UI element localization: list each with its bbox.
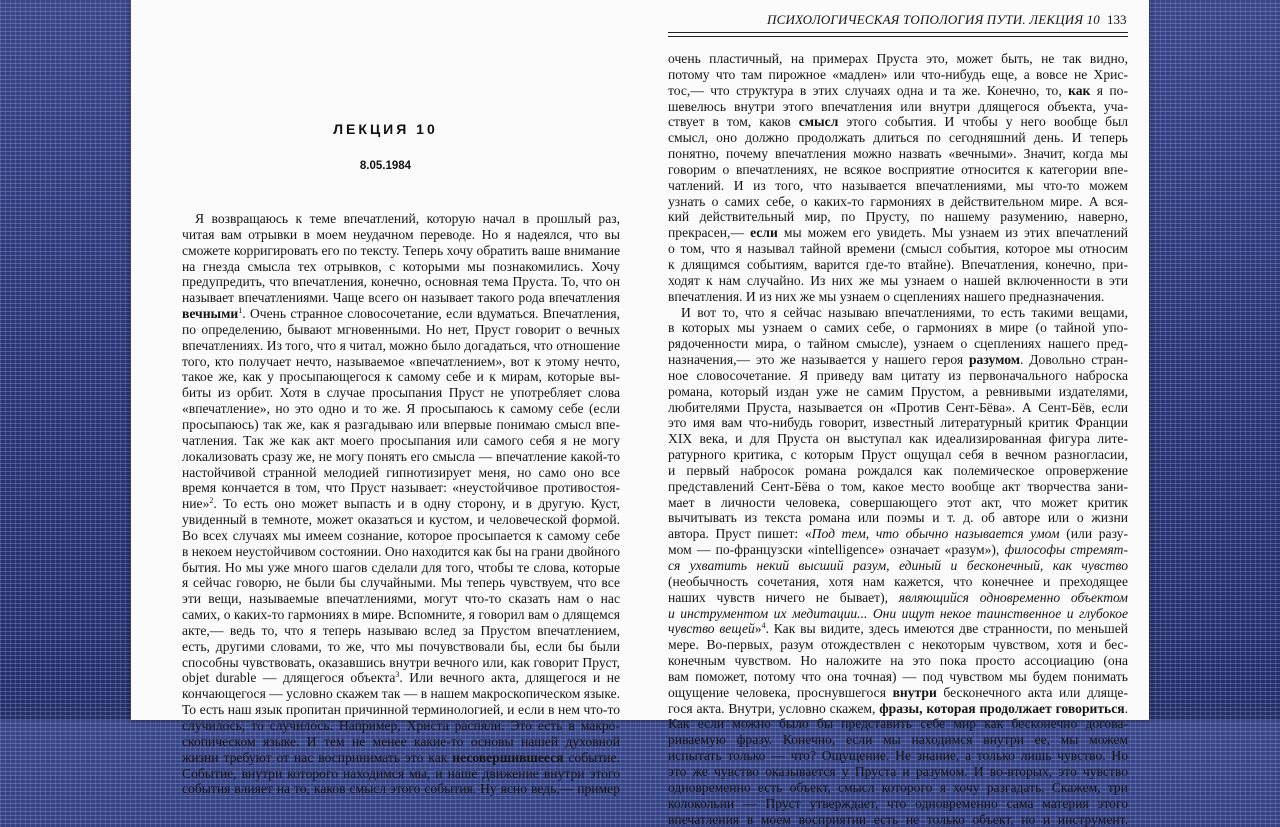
footnote-marker: 4 <box>762 621 766 630</box>
text-run: кончающегося — условно скажем так — в нашем макроскопическом языке. <box>182 686 620 701</box>
footnote-marker: 2 <box>209 496 213 505</box>
text-line <box>182 702 620 718</box>
text-run: такое же, как у просыпающегося к самому себе и к мирам, которые вы- <box>182 369 620 384</box>
text-run: впечатления. И из них же мы узнаем о сцеплениях нашего предназначения. <box>668 289 1104 304</box>
text-line <box>668 716 1128 732</box>
text-line <box>668 336 1128 352</box>
text-line <box>668 51 1128 67</box>
text-run: скопическом языке. И тем не менее какие-то основы нашей духовной <box>182 734 620 749</box>
text-line <box>182 354 620 370</box>
text-line <box>182 591 620 607</box>
running-head: ПСИХОЛОГИЧЕСКАЯ ТОПОЛОГИЯ ПУТИ. ЛЕКЦИЯ 10 <box>700 12 1100 28</box>
lecture-title: ЛЕКЦИЯ 10 <box>131 121 640 137</box>
text-run: представлений Сент-Бёва о том, какое место вообще акт творчества зани- <box>668 479 1128 494</box>
text-line <box>182 607 620 623</box>
text-run: впечатления в моем восприятии есть не только объект, но и инструмент. <box>668 812 1128 827</box>
text-run: к длящимся событиям, варится где-то втайне). Впечатления, конечно, при- <box>668 257 1128 272</box>
text-run: мом — по-французски «intelligence» означает «разум»), <box>668 542 1004 557</box>
text-run: наших чувств ничего не бывает), <box>668 590 899 605</box>
text-run: чатлений. И из того, что называется впечатлениями, мы что-то можем <box>668 178 1128 193</box>
text-run: читая вам отрывки в моем неудачном переводе. Но я надеялся, что вы <box>182 227 620 242</box>
text-line <box>668 146 1128 162</box>
text-line <box>182 512 620 528</box>
text-run: этого события. И чтобы у него вообще был <box>838 114 1128 129</box>
footnote-marker: 3 <box>395 670 399 679</box>
text-line <box>182 544 620 560</box>
text-line <box>182 259 620 275</box>
text-run: . Или вечного акта, длящегося и не <box>399 670 620 685</box>
text-run: . Очень странное словосочетание, если вдуматься. Впечатления, <box>242 306 620 321</box>
text-line <box>182 575 620 591</box>
text-line <box>668 320 1128 336</box>
text-line <box>182 338 620 354</box>
text-line <box>668 479 1128 495</box>
text-run: мы можем его увидеть. Мы узнаем из этих впечатлений <box>778 225 1128 240</box>
text-run: эти вещи, называемые впечатлениями, могут что-то сказать нам о нас <box>182 591 620 606</box>
text-line <box>182 670 620 686</box>
text-line <box>668 495 1128 511</box>
italic-quote: и инструментом их медитации... Они ищут некое таинственное и глубокое <box>668 606 1128 621</box>
text-line <box>182 322 620 338</box>
text-line <box>668 241 1128 257</box>
text-run: риваемую фразу. Конечно, если мы находимся внутри ее, мы можем <box>668 732 1128 747</box>
text-run: мере. Во-первых, разум отождествлен с некоторым чувством, хотя и бес- <box>668 637 1128 652</box>
text-line <box>668 431 1128 447</box>
text-line <box>668 542 1128 558</box>
text-run: события влияет на то, каков смысл этого события. Ну ясно ведь,— пример <box>182 781 620 796</box>
text-run: потому что там пирожное «мадлен» или что-нибудь еще, а вовсе не Хрис- <box>668 67 1128 82</box>
right-page <box>640 0 1149 720</box>
text-line <box>668 352 1128 368</box>
text-run: И вот то, что я сейчас называю впечатлениями, то есть такими вещами, <box>681 305 1128 320</box>
text-run: колокольни — Пруст утверждает, что одновременно сама материя этого <box>668 796 1128 811</box>
text-run: ощущение человека, проснувшегося <box>668 685 893 700</box>
text-run: бесконечного акта или длящe- <box>937 685 1128 700</box>
text-run: на гнезда смысла тех отрывков, с которыми мы познакомились. Хочу <box>182 259 620 274</box>
text-run: это имя вам что-нибудь говорит, известный литературный критик Франции <box>668 415 1128 430</box>
text-run: локализовать сразу же, не могу понять его смысла — впечатление какой-то <box>182 449 620 464</box>
text-line <box>182 369 620 385</box>
text-run: (или разу- <box>1060 526 1128 541</box>
text-line <box>668 162 1128 178</box>
text-line <box>182 560 620 576</box>
text-run: это же чувство оказывается у Пруста и разумом. И во-вторых, это чувство <box>668 764 1128 779</box>
text-run: того, кто получает нечто, называемое «впечатлением», вот к этому нечто, <box>182 354 620 369</box>
text-line <box>668 574 1128 590</box>
text-run: ходят к нам случайно. Из них же мы узнаем о нашей включенности в эти <box>668 273 1128 288</box>
text-line <box>182 639 620 655</box>
text-run: я сейчас говорю, не были бы случайными. Мы теперь чувствуем, что все <box>182 575 620 590</box>
text-run: ное словосочетание. Я приведу вам цитату из первоначального наброска <box>668 368 1128 383</box>
bold-emphasis: смысл <box>799 114 839 129</box>
text-line <box>182 401 620 417</box>
book-spread <box>131 0 1149 720</box>
text-line <box>668 130 1128 146</box>
text-line <box>182 433 620 449</box>
text-run: биты из орбит. Хотя в случае просыпания Пруст не употребляет слова <box>182 385 620 400</box>
text-line <box>668 764 1128 780</box>
text-line <box>668 780 1128 796</box>
text-run: способны чувствовать, оказавшись внутри вечного или, как говорит Пруст, <box>182 655 620 670</box>
text-run: любителями Пруста, называется он «Против Сент-Бёва». А Сент-Бёв, если <box>668 400 1128 415</box>
text-run: предупредить, что впечатления, конечно, основная тема Пруста. То, что он <box>182 274 620 289</box>
text-line <box>668 289 1128 305</box>
text-line <box>668 748 1128 764</box>
text-line <box>668 178 1128 194</box>
bold-emphasis: как <box>1068 83 1090 98</box>
text-line <box>182 243 620 259</box>
text-run: очень пластичный, на примерах Пруста это, может быть, не так видно, <box>668 51 1128 66</box>
text-run: впечатлениях. Из того, что я читал, можно было догадаться, что отношение <box>182 338 620 353</box>
text-run: мает в личности человека, совершающего этот акт, что может критик <box>668 495 1128 510</box>
text-run: говорим о впечатлениях, не всякое восприятие относится к категории впе- <box>668 162 1128 177</box>
text-line <box>182 750 620 766</box>
text-run: автора. Пруст пишет: « <box>668 526 812 541</box>
text-line <box>668 415 1128 431</box>
text-line <box>668 637 1128 653</box>
text-run: назначения,— это же называется у нашего героя <box>668 352 969 367</box>
text-run: (необычность сочетания, хотя нам кажется, что конечнее и преходящее <box>668 574 1128 589</box>
italic-quote: являющийся одновременно объектом <box>899 590 1128 605</box>
text-line <box>182 496 620 512</box>
text-run: узнать о самих себе, о каких-то гармониях в действительном мире. А вся- <box>668 194 1128 209</box>
text-run: по определению, бывают мгновенными. Но нет, Пруст говорит о вечных <box>182 322 620 337</box>
text-line <box>182 734 620 750</box>
text-line <box>668 273 1128 289</box>
text-line <box>182 480 620 496</box>
text-run: . Довольно стран- <box>1020 352 1128 367</box>
text-line <box>668 463 1128 479</box>
text-line <box>668 114 1128 130</box>
text-line <box>182 290 620 306</box>
text-line <box>668 400 1128 416</box>
text-line <box>668 621 1128 637</box>
bold-emphasis: вечными <box>182 306 238 321</box>
text-line <box>668 732 1128 748</box>
text-run: » <box>755 621 762 636</box>
text-run: Во всех случаях мы имеем сознание, которое просыпается к самому себе <box>182 528 620 543</box>
text-line <box>668 447 1128 463</box>
text-run: понятно, почему впечатления можно назвать «вечными». Значит, когда мы <box>668 146 1128 161</box>
left-page <box>131 0 640 720</box>
text-line <box>182 306 620 322</box>
text-line <box>182 211 620 227</box>
text-run: . Как вы видите, здесь имеются две странности, по меньшей <box>766 621 1128 636</box>
text-line <box>668 83 1128 99</box>
text-line <box>668 510 1128 526</box>
text-run: событие. <box>564 750 620 765</box>
bold-emphasis: внутри <box>893 685 937 700</box>
text-run: одновременно есть объект, смысл которого я хочу разгадать. Скажем, три <box>668 780 1128 795</box>
text-line <box>668 257 1128 273</box>
text-line <box>182 417 620 433</box>
text-run: есть, другими словами, то же, что мы почувствовали бы, если бы были <box>182 639 620 654</box>
text-line <box>668 225 1128 241</box>
text-run: увиденный в темноте, может оказаться и кустом, и человеческой формой. <box>182 512 620 527</box>
text-run: конечным чувством. Но наложите на это пока просто ассоциацию (она <box>668 653 1128 668</box>
italic-quote: ся ухватить некий высший разум, единый и бесконечный, как чувство <box>668 558 1128 573</box>
text-line <box>668 305 1128 321</box>
bold-emphasis: несовершившееся <box>452 750 563 765</box>
left-page-body-text <box>182 211 620 797</box>
text-line <box>182 274 620 290</box>
text-run: Как если можно было бы представить себе мир как бесконечно догова- <box>668 716 1128 731</box>
text-run: самих, о каких-то гармониях в мире. Вспомните, я говорил вам о длящемся <box>182 607 620 622</box>
text-run: сможете корригировать его по тексту. Теперь хочу обратить ваше внимание <box>182 243 620 258</box>
text-run: в некоем неустойчивом состоянии. Оно находится как бы на грани двойного <box>182 544 620 559</box>
text-line <box>182 686 620 702</box>
text-run: просыпаюсь) так же, как я разгадываю или впервые понимаю смысл впе- <box>182 417 620 432</box>
text-line <box>182 385 620 401</box>
text-run: кий действительный мир, по Прусту, по нашему разумению, наверно, <box>668 209 1128 224</box>
bold-emphasis: разумом <box>969 352 1020 367</box>
text-run: objet durable — длящегося объекта <box>182 670 395 685</box>
text-run: время кончается в том, что Пруст называет: «неустойчивое противостоя- <box>182 480 620 495</box>
text-run: ствует в том, каков <box>668 114 799 129</box>
text-run: о том, что я называл тайной времени (смысл события, которое мы относим <box>668 241 1128 256</box>
text-line <box>668 194 1128 210</box>
text-run: случилось, то случилось. Например, Христа распяли. Это есть в макро- <box>182 718 620 733</box>
text-run: называет впечатлениями. Чаще всего он называет такого рода впечатления <box>182 290 620 305</box>
text-line <box>668 796 1128 812</box>
text-line <box>668 590 1128 606</box>
text-line <box>668 67 1128 83</box>
bold-emphasis: если <box>750 225 778 240</box>
text-run: чатления. Так же как акт моего просыпания или самого себя я не могу <box>182 433 620 448</box>
text-run: вам поможет, потому что она точная) — под чувством мы будем понимать <box>668 669 1128 684</box>
text-line <box>182 449 620 465</box>
text-line <box>182 781 620 797</box>
text-line <box>668 606 1128 622</box>
text-line <box>182 528 620 544</box>
text-line <box>668 209 1128 225</box>
text-run: Я возвращаюсь к теме впечатлений, которую начал в прошлый раз, <box>195 211 620 226</box>
bold-emphasis: фразы, которая продолжает говориться <box>879 701 1124 716</box>
text-run: шевелюсь внутри этого впечатления или внутри длящегося объекта, уча- <box>668 99 1128 114</box>
text-line <box>668 685 1128 701</box>
text-run: тос,— что структура в этих случаях одна и та же. Конечно, то, <box>668 83 1068 98</box>
italic-quote: Под тем, что обычно называется умом <box>812 526 1060 541</box>
text-line <box>182 227 620 243</box>
text-line <box>668 384 1128 400</box>
italic-quote: чувство вещей <box>668 621 755 636</box>
text-run: я по- <box>1090 83 1128 98</box>
text-line <box>182 465 620 481</box>
text-line <box>668 701 1128 717</box>
text-run: XIX века, и для Пруста он выступал как идеализированная фигура лите- <box>668 431 1128 446</box>
text-run: «впечатление», но это одно и то же. Я просыпаюсь к самому себе (если <box>182 401 620 416</box>
text-line <box>182 766 620 782</box>
text-line <box>668 812 1128 827</box>
text-line <box>182 718 620 734</box>
text-line <box>668 558 1128 574</box>
lecture-date: 8.05.1984 <box>131 160 640 172</box>
text-line <box>182 655 620 671</box>
text-run: вычитывать из текста романа или поэмы и т. д. об авторе или о жизни <box>668 510 1128 525</box>
text-run: настойчивой странной мелодией гипнотизирует меня, но само оно все <box>182 465 620 480</box>
text-run: романа, который издан уже не самим Прустом, а ревнивыми издателями, <box>668 384 1128 399</box>
text-run: . То есть оно может выпасть и в одну сторону, и в другую. Куст, <box>213 496 620 511</box>
text-line <box>668 526 1128 542</box>
text-run: гося акта. Внутри, условно скажем, <box>668 701 879 716</box>
text-line <box>182 623 620 639</box>
header-double-rule <box>668 32 1128 37</box>
text-run: . <box>1125 701 1128 716</box>
text-run: Событие, внутри которого находимся мы, и наше движение внутри этого <box>182 766 620 781</box>
text-run: в которых мы узнаем о самих себе, о гармониях в мире (о тайной упо- <box>668 320 1128 335</box>
right-page-body-text <box>668 51 1128 827</box>
text-run: акте,— ведь то, что я теперь называю вслед за Прустом впечатлением, <box>182 623 620 638</box>
footnote-marker: 1 <box>238 306 242 315</box>
text-run: и первый набросок романа рождался как полемическое опровержение <box>668 463 1128 478</box>
text-run: ратурного критика, с которым Пруст ощущал себя в вечном разногласии, <box>668 447 1128 462</box>
text-run: смысл, оно должно продолжать длиться по сегодняшний день. И теперь <box>668 130 1128 145</box>
text-run: испытать только — что? Ощущение. Не знание, а только лишь чувство. Но <box>668 748 1128 763</box>
text-run: ние» <box>182 496 209 511</box>
text-run: бытия. Но мы уже много шагов сделали для того, чтобы те слова, которые <box>182 560 620 575</box>
page-number: 133 <box>1107 12 1127 28</box>
italic-quote: философы стремят- <box>1004 542 1128 557</box>
text-run: жизни требуют от нас воспринимать это как <box>182 750 452 765</box>
text-run: прекрасен,— <box>668 225 750 240</box>
text-run: рядоченности мира, о тайном смысле), узнаем о сцеплениях нашего пред- <box>668 336 1128 351</box>
text-line <box>668 99 1128 115</box>
text-line <box>668 669 1128 685</box>
text-line <box>668 653 1128 669</box>
text-line <box>668 368 1128 384</box>
text-run: То есть наш язык пропитан причинной терминологией, и если в нем что-то <box>182 702 620 717</box>
